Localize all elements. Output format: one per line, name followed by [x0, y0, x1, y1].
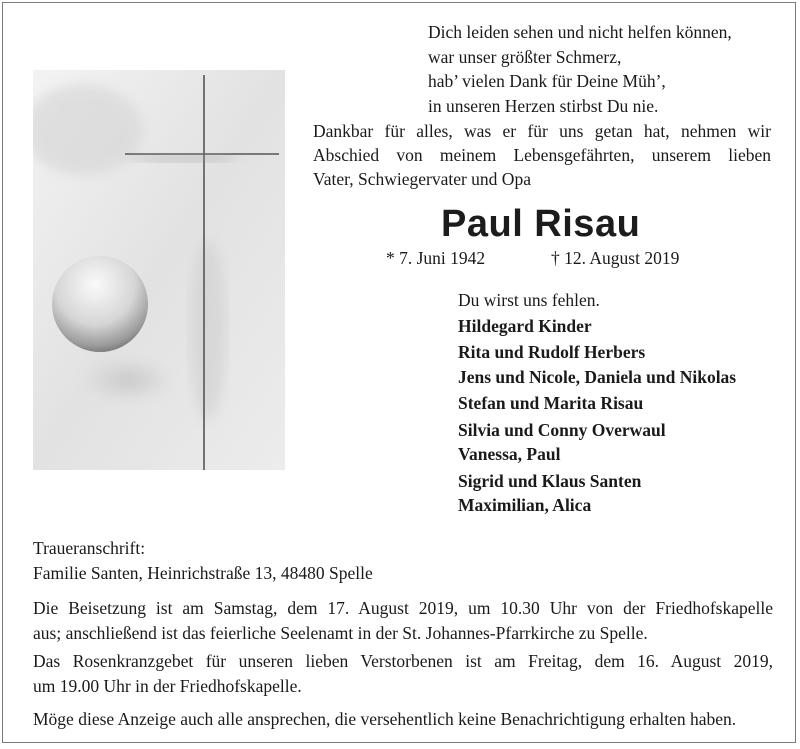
- notice-line: aus; anschließend ist das feierliche Seelenamt in der St. Johannes-Pfarrkirche zu Spelle.: [33, 623, 648, 643]
- death-date: † 12. August 2019: [551, 248, 680, 268]
- poem-line: Dich leiden sehen und nicht helfen können,: [428, 22, 732, 42]
- cross-sphere-illustration: [33, 70, 285, 470]
- cross-artwork: [33, 70, 285, 470]
- mourners-list: [458, 288, 736, 518]
- intro-line: Vater, Schwiegervater und Opa: [313, 169, 531, 189]
- intro-text: [313, 119, 771, 191]
- family-entry: Maximilian, Alica: [458, 495, 592, 515]
- funeral-notice: [33, 596, 773, 646]
- intro-line: Dankbar für alles, was er für uns getan hat, nehmen wir: [313, 121, 771, 141]
- poem-line: hab’ vielen Dank für Deine Müh’,: [428, 71, 666, 91]
- mourning-address: [33, 536, 373, 586]
- poem-line: in unseren Herzen stirbst Du nie.: [428, 95, 659, 116]
- family-entry: Stefan und Marita Risau: [458, 393, 644, 413]
- notice-line: um 19.00 Uhr in der Friedhofskapelle.: [33, 676, 302, 696]
- deceased-name: Paul Risau: [441, 203, 641, 245]
- rosary-notice: [33, 649, 773, 699]
- address-value: Familie Santen, Heinrichstraße 13, 48480 Spelle: [33, 563, 373, 583]
- notice-line: Die Beisetzung ist am Samstag, dem 17. August 2019, um 10.30 Uhr von der Friedhofskapelle: [33, 598, 773, 618]
- poem-line: war unser größter Schmerz,: [428, 46, 622, 67]
- intro-line: Abschied von meinem Lebensgefährten, unserem lieben: [313, 145, 771, 165]
- family-entry: Rita und Rudolf Herbers: [458, 342, 646, 362]
- obituary-notice: [2, 2, 796, 743]
- birth-date: * 7. Juni 1942: [386, 248, 486, 268]
- address-label: Traueranschrift:: [33, 538, 146, 558]
- memorial-poem: [428, 20, 732, 118]
- notice-line: Das Rosenkranzgebet für unseren lieben Verstorbenen ist am Freitag, dem 16. August 2019,: [33, 651, 773, 671]
- farewell-line: Du wirst uns fehlen.: [458, 290, 600, 310]
- family-entry: Silvia und Conny Overwaul: [458, 419, 666, 440]
- sphere-shape: [52, 256, 148, 352]
- family-entry: Vanessa, Paul: [458, 444, 561, 464]
- family-entry: Sigrid und Klaus Santen: [458, 470, 642, 491]
- family-entry: Hildegard Kinder: [458, 315, 592, 336]
- closing-notice: [33, 707, 773, 732]
- notice-line: Möge diese Anzeige auch alle ansprechen, die versehentlich keine Benachrichtigung erhalten haben.: [33, 709, 737, 729]
- family-entry: Jens und Nicole, Daniela und Nikolas: [458, 366, 737, 387]
